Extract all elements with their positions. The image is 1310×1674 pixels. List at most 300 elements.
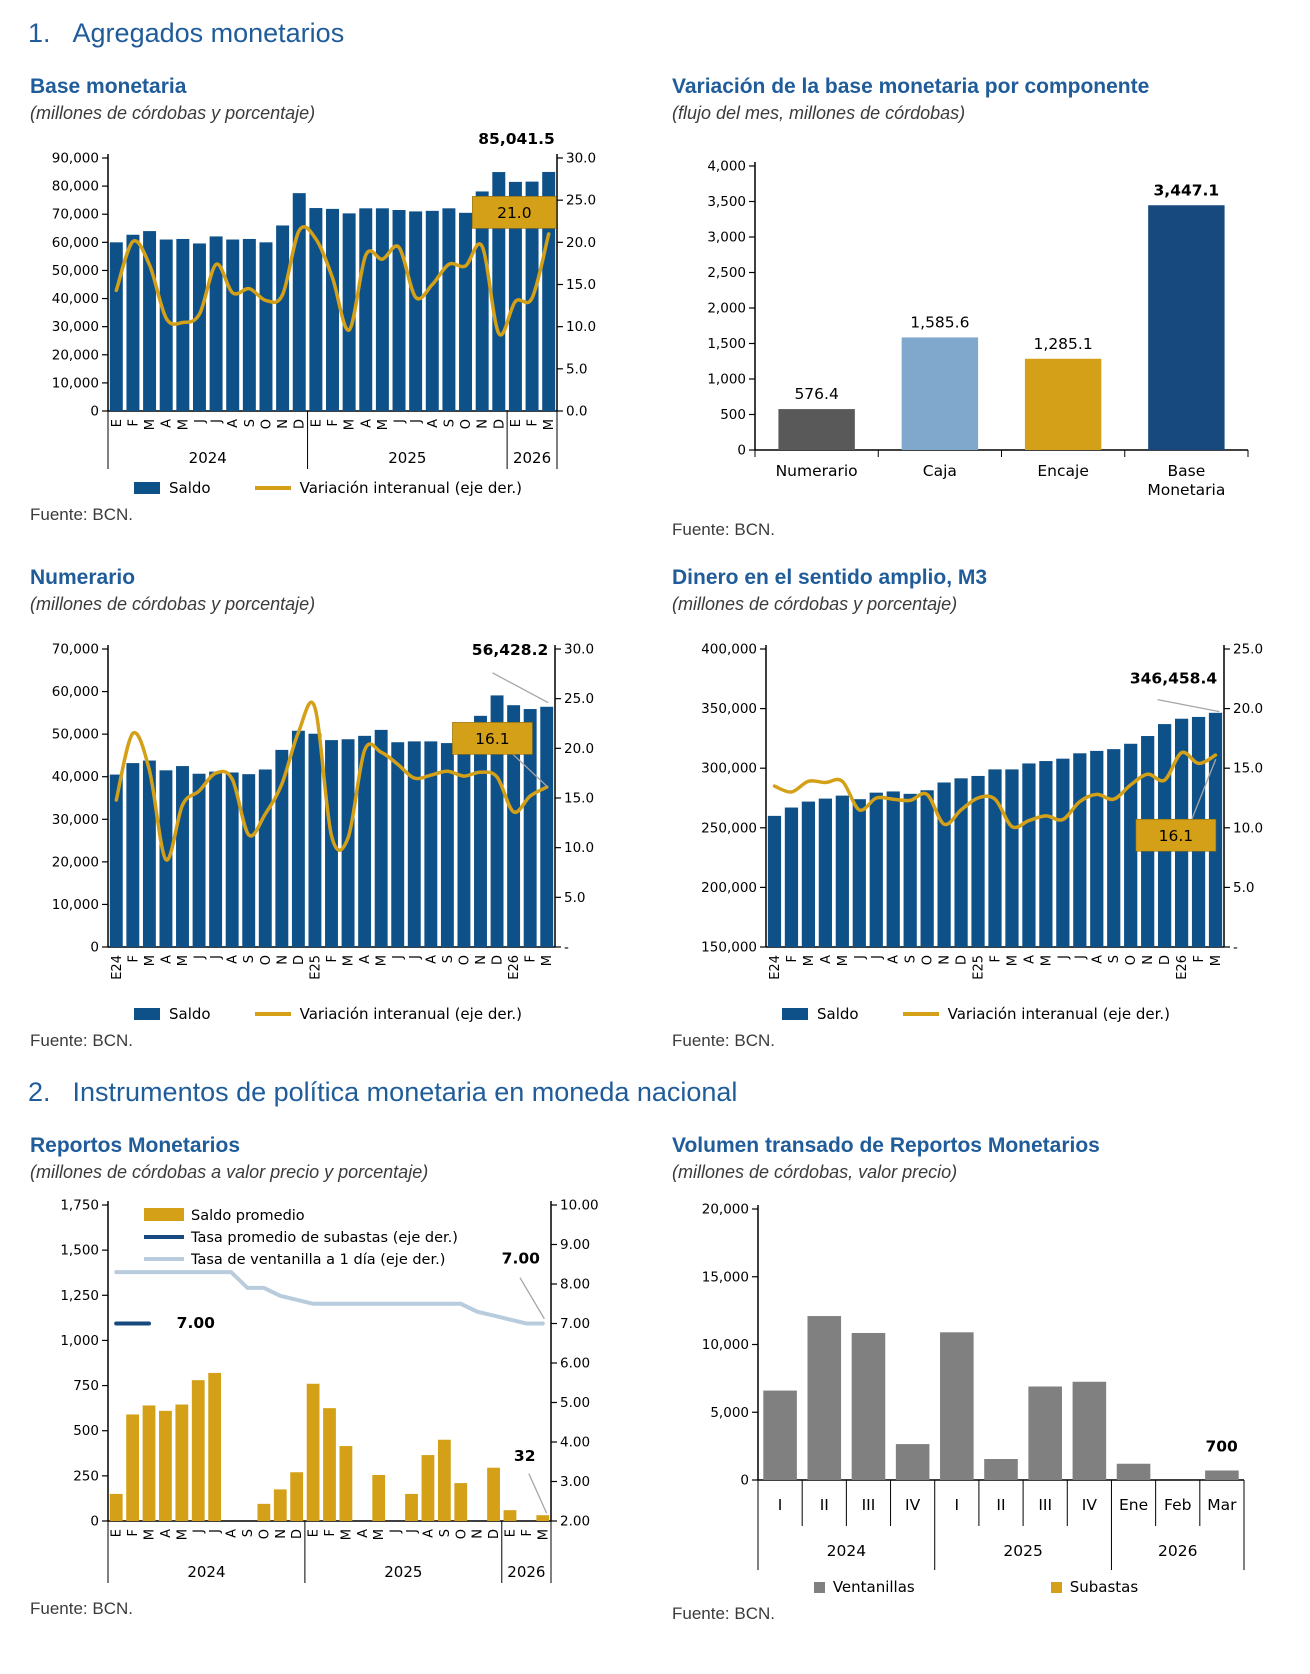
x-tick-label: E25 [971, 955, 987, 980]
right-tick-label: 8.00 [560, 1276, 591, 1293]
x-tick-label: A [1090, 955, 1106, 964]
bar [325, 740, 338, 947]
row-3 [28, 1134, 1282, 1624]
chart-title: Numerario [30, 566, 136, 589]
x-tick-label: A [224, 1529, 240, 1538]
bar [459, 213, 472, 411]
left-tick-label: 1,000 [707, 371, 746, 388]
bar [937, 783, 950, 947]
bar [193, 243, 206, 411]
bar [1090, 751, 1103, 947]
subastas-swatch [1051, 1582, 1062, 1593]
right-tick-label: 10.0 [564, 840, 595, 857]
x-tick-label: E24 [109, 955, 125, 980]
left-tick-label: 30,000 [51, 319, 99, 336]
x-tick-label: A [355, 1529, 371, 1538]
left-tick-label: 15,000 [701, 1269, 749, 1286]
year-label: 2024 [826, 1542, 867, 1560]
bar [852, 1333, 886, 1480]
callout-value: 16.1 [475, 729, 510, 748]
left-tick-label: 300,000 [701, 760, 757, 777]
x-tick-label: F [126, 419, 142, 427]
x-tick-label: M [374, 955, 390, 967]
bar-value-label: 3,447.1 [1153, 181, 1220, 200]
bar [536, 1515, 549, 1521]
right-tick-label: 4.00 [560, 1434, 591, 1451]
left-tick-label: 40,000 [51, 769, 99, 786]
left-tick-label: 0 [90, 403, 99, 420]
x-tick-label: I [954, 1496, 960, 1514]
bar [375, 730, 388, 947]
annotation-leader [1158, 700, 1220, 712]
inplot-legend-label: Tasa de ventanilla a 1 día (eje der.) [191, 1252, 446, 1268]
bar [819, 799, 832, 947]
bar [896, 1444, 930, 1480]
bar [1039, 761, 1052, 947]
fuente: Fuente: BCN. [30, 505, 133, 524]
fuente: Fuente: BCN. [672, 520, 775, 539]
annotation-leader [520, 1278, 544, 1319]
inplot-legend-label: Saldo promedio [191, 1208, 305, 1224]
x-tick-label: I [777, 1496, 783, 1514]
category-label: Encaje [1037, 462, 1089, 480]
x-tick-label: M [176, 955, 191, 967]
bar [454, 1483, 467, 1521]
right-tick-label: - [564, 939, 569, 956]
bar [1028, 1387, 1062, 1480]
bar [1056, 759, 1069, 947]
annotation-value: 56,428.2 [471, 640, 549, 659]
x-tick-label: J [209, 419, 225, 423]
x-tick-label: E [309, 419, 325, 428]
annotation-leader [529, 1474, 547, 1514]
callout-value: 16.1 [1158, 826, 1194, 845]
right-tick-label: 25.0 [566, 192, 597, 209]
chart-volumen-reportos [670, 1134, 1282, 1624]
x-tick-label: D [954, 955, 970, 966]
fuente: Fuente: BCN. [672, 1031, 775, 1050]
right-tick-label: - [1233, 939, 1238, 956]
left-tick-label: 750 [73, 1378, 99, 1395]
x-tick-label: M [1209, 955, 1225, 967]
x-tick-label: E26 [1175, 955, 1191, 980]
bar [308, 734, 321, 947]
x-tick-label: M [536, 1529, 552, 1541]
x-tick-label: D [1158, 955, 1174, 966]
x-tick-label: E [109, 419, 125, 428]
x-tick-label: O [920, 955, 936, 966]
legend-label-variacion: Variación interanual (eje der.) [299, 479, 522, 497]
fuente: Fuente: BCN. [30, 1599, 133, 1618]
left-tick-label: 20,000 [701, 1201, 749, 1218]
right-tick-label: 30.0 [564, 641, 595, 658]
x-tick-label: III [1038, 1496, 1053, 1514]
bar [393, 210, 406, 411]
left-tick-label: 10,000 [51, 375, 99, 392]
reportos-plot [28, 1191, 613, 1591]
section-number: 2. [28, 1077, 51, 1107]
bar [802, 802, 815, 947]
bar [193, 774, 206, 947]
bar [768, 816, 781, 947]
x-tick-label: J [1073, 955, 1089, 959]
bar [159, 1411, 172, 1521]
year-label: 2025 [1003, 1542, 1043, 1560]
row-2 [28, 566, 1282, 1051]
bar [921, 790, 934, 947]
right-tick-label: 15.0 [1233, 760, 1264, 777]
x-tick-label: M [339, 1529, 355, 1541]
bar [408, 741, 421, 947]
bar [391, 742, 404, 947]
variacion-swatch [903, 1012, 939, 1016]
chart-subtitle: (millones de córdobas y porcentaje) [30, 594, 316, 614]
x-tick-label: F [323, 1529, 338, 1537]
x-tick-label: Ene [1118, 1496, 1149, 1514]
bar [1073, 753, 1086, 947]
x-tick-label: S [437, 1529, 453, 1538]
bar [243, 239, 256, 411]
annotation-value: 85,041.5 [478, 132, 555, 149]
inplot-legend-label: Tasa promedio de subastas (eje der.) [191, 1230, 458, 1246]
variacion-componente-plot [670, 132, 1270, 512]
left-tick-label: 50,000 [51, 726, 99, 743]
x-tick-label: S [903, 955, 919, 964]
left-tick-label: 250,000 [701, 820, 757, 837]
chart-subtitle: (millones de córdobas y porcentaje) [30, 103, 316, 123]
x-tick-label: F [325, 955, 340, 963]
year-label: 2026 [507, 1563, 546, 1581]
bar [1148, 205, 1224, 450]
x-tick-label: M [342, 419, 358, 431]
chart-title: Dinero en el sentido amplio, M3 [672, 566, 988, 589]
right-tick-label: 3.00 [560, 1474, 591, 1490]
legend-label-saldo: Saldo [169, 479, 211, 497]
category-label: Numerario [775, 462, 858, 480]
bar-value-label: 576.4 [794, 385, 839, 404]
bar [405, 1494, 418, 1521]
annotation-value: 7.00 [176, 1314, 215, 1333]
x-tick-label: E [503, 1529, 519, 1538]
right-tick-label: 30.0 [566, 150, 597, 167]
bars-Ventanillas [763, 1316, 1238, 1480]
chart-subtitle: (flujo del mes, millones de córdobas) [672, 103, 966, 123]
annotation-value: 7.00 [501, 1249, 540, 1268]
bar [870, 793, 883, 947]
bar [376, 208, 389, 411]
x-tick-label: J [405, 1529, 421, 1533]
year-label: 2024 [188, 449, 227, 467]
chart-reportos [28, 1134, 628, 1619]
left-tick-label: 80,000 [51, 178, 99, 195]
bar [904, 794, 917, 947]
left-tick-label: 250 [73, 1468, 99, 1485]
volumen-reportos-plot [670, 1191, 1270, 1576]
left-tick-label: 90,000 [51, 150, 99, 167]
bar [359, 208, 372, 411]
left-tick-label: 3,000 [707, 229, 746, 246]
bar [1005, 769, 1018, 947]
x-tick-label: S [1107, 955, 1123, 964]
annotation-value: 700 [1205, 1437, 1238, 1456]
x-tick-label: F [519, 1529, 535, 1537]
x-tick-label: M [143, 419, 159, 431]
x-tick-label: O [459, 419, 475, 430]
bars-Saldo promedio [110, 1373, 549, 1521]
x-tick-label: M [542, 419, 558, 431]
bar [110, 1494, 123, 1521]
x-tick-label: A [818, 955, 834, 964]
right-tick-label: 25.0 [1233, 641, 1264, 658]
left-tick-label: 60,000 [51, 234, 99, 251]
x-tick-label: D [492, 419, 508, 430]
legend-label-saldo: Saldo [169, 1005, 211, 1023]
bar [274, 1489, 287, 1521]
legend-label-saldo: Saldo [817, 1005, 859, 1023]
left-tick-label: 0 [90, 939, 99, 956]
left-tick-label: 2,500 [707, 265, 746, 281]
year-label: 2025 [388, 449, 427, 467]
left-tick-label: 60,000 [51, 684, 99, 701]
right-tick-label: 5.00 [560, 1395, 591, 1411]
bar [1025, 359, 1101, 450]
x-tick-label: J [209, 955, 225, 959]
section-title: Instrumentos de política monetaria en moneda nacional [72, 1077, 738, 1107]
bar [984, 1459, 1018, 1480]
section-title: Agregados monetarios [72, 18, 345, 48]
x-tick-label: IV [1081, 1496, 1097, 1514]
x-tick-label: O [454, 1529, 470, 1540]
legend [28, 1005, 628, 1023]
bar [323, 1408, 336, 1521]
left-tick-label: 40,000 [51, 291, 99, 308]
bar [1205, 1471, 1239, 1480]
x-tick-label: J [192, 419, 208, 423]
bar [259, 769, 272, 947]
variacion-swatch [255, 486, 291, 490]
left-tick-label: 5,000 [710, 1404, 749, 1421]
chart-variacion-componente [670, 75, 1282, 540]
x-tick-label: J [208, 1529, 224, 1533]
x-tick-label: D [291, 955, 307, 966]
bar [242, 774, 255, 947]
x-tick-label: A [424, 955, 440, 964]
legend [670, 1578, 1282, 1596]
fuente: Fuente: BCN. [30, 1031, 133, 1050]
x-tick-label: M [142, 955, 158, 967]
bar [409, 211, 422, 411]
right-tick-label: 10.00 [560, 1197, 599, 1214]
bar [307, 1384, 320, 1521]
x-tick-label: IV [905, 1496, 921, 1514]
legend-label-variacion: Variación interanual (eje der.) [947, 1005, 1170, 1023]
bar-value-label: 1,285.1 [1033, 334, 1093, 353]
bar [176, 766, 189, 947]
bar [175, 1405, 188, 1521]
x-tick-label: E [508, 419, 524, 428]
left-tick-label: 3,500 [707, 194, 746, 210]
x-tick-label: Mar [1207, 1496, 1237, 1514]
bar [160, 240, 173, 411]
x-tick-label: N [273, 1529, 289, 1539]
right-tick-label: 15.0 [564, 790, 595, 807]
x-tick-label: F [126, 1529, 142, 1537]
x-tick-label: J [192, 955, 208, 959]
year-label: 2026 [1158, 1542, 1198, 1560]
x-tick-label: J [852, 955, 868, 959]
left-tick-label: 1,500 [60, 1242, 99, 1259]
x-tick-label: N [470, 1529, 486, 1539]
x-tick-label: A [1022, 955, 1038, 964]
right-tick-label: 9.00 [560, 1237, 591, 1253]
legend-label-ventanillas: Ventanillas [832, 1578, 915, 1596]
saldo-swatch [782, 1008, 808, 1020]
saldo-swatch [134, 482, 160, 494]
bar [887, 791, 900, 947]
right-tick-label: 6.00 [560, 1355, 591, 1372]
x-tick-label: F [525, 419, 541, 427]
legend [670, 1005, 1282, 1023]
x-tick-label: M [341, 955, 357, 967]
bar [853, 799, 866, 947]
x-tick-label: E26 [507, 955, 523, 980]
chart-title: Base monetaria [30, 75, 187, 98]
bar [326, 209, 339, 411]
bar [143, 1405, 156, 1521]
right-tick-label: 0.0 [566, 403, 588, 420]
x-tick-label: E [109, 1529, 125, 1538]
bar [259, 242, 272, 411]
year-label: 2024 [187, 1563, 226, 1581]
right-tick-label: 2.00 [560, 1513, 591, 1530]
x-tick-label: J [407, 955, 423, 959]
x-tick-label: J [409, 419, 425, 423]
right-tick-label: 5.0 [566, 361, 588, 378]
bar [504, 1510, 517, 1521]
m3-plot [670, 623, 1282, 1003]
left-tick-label: 10,000 [51, 896, 99, 913]
x-tick-label: M [1039, 955, 1055, 967]
bar [442, 208, 455, 411]
chart-title: Volumen transado de Reportos Monetarios [672, 1134, 1100, 1157]
category-label: Base [1167, 462, 1206, 480]
left-tick-label: 30,000 [51, 811, 99, 828]
year-label: 2026 [512, 449, 552, 467]
x-tick-label: J [392, 419, 408, 423]
left-tick-label: 70,000 [51, 641, 99, 658]
left-tick-label: 1,750 [60, 1197, 99, 1214]
x-tick-label: A [421, 1529, 437, 1538]
right-tick-label: 25.0 [564, 691, 595, 708]
left-tick-label: 0 [90, 1513, 99, 1530]
year-label: 2025 [384, 1563, 423, 1581]
bar [807, 1316, 841, 1480]
right-tick-label: 15.0 [566, 277, 597, 293]
x-tick-label: A [358, 955, 374, 964]
left-tick-label: 500 [720, 407, 746, 423]
x-tick-label: O [1124, 955, 1140, 966]
base-monetaria-plot [28, 132, 613, 477]
x-tick-label: F [326, 419, 341, 427]
x-tick-label: A [886, 955, 902, 964]
saldo-swatch [134, 1008, 160, 1020]
fuente: Fuente: BCN. [672, 1604, 775, 1623]
left-tick-label: 1,250 [60, 1287, 99, 1304]
left-tick-label: 4,000 [707, 158, 746, 175]
bar [778, 409, 854, 450]
chart-subtitle: (millones de córdobas a valor precio y porcentaje) [30, 1162, 429, 1182]
callout-value: 21.0 [497, 203, 532, 222]
bar-value-label: 1,585.6 [910, 313, 970, 332]
x-tick-label: A [158, 1529, 174, 1538]
bar [257, 1504, 270, 1521]
ventanillas-swatch [814, 1582, 825, 1593]
right-tick-label: 5.0 [564, 889, 586, 906]
right-tick-label: 20.0 [1233, 701, 1264, 718]
x-tick-label: F [784, 955, 800, 963]
x-tick-label: M [175, 1529, 191, 1541]
section-number: 1. [28, 18, 51, 48]
section-2-heading [28, 1077, 1282, 1108]
x-tick-label: M [375, 419, 391, 431]
bar [126, 235, 139, 411]
x-tick-label: N [937, 955, 953, 965]
left-tick-label: 350,000 [701, 701, 757, 718]
x-tick-label: S [240, 1529, 256, 1538]
x-tick-label: A [359, 419, 375, 428]
x-tick-label: D [487, 1529, 503, 1540]
bar [192, 1380, 205, 1521]
chart-subtitle: (millones de córdobas, valor precio) [672, 1162, 958, 1182]
left-tick-label: 500 [73, 1423, 99, 1440]
x-tick-label: O [457, 955, 473, 966]
left-tick-label: 10,000 [701, 1337, 749, 1353]
bar [540, 707, 553, 947]
left-tick-label: 1,000 [60, 1332, 99, 1349]
x-tick-label: M [801, 955, 817, 967]
right-tick-label: 10.0 [566, 319, 597, 336]
bar [836, 796, 849, 947]
bar [292, 731, 305, 947]
x-tick-label: D [292, 419, 308, 430]
left-tick-label: 2,000 [707, 300, 746, 317]
left-tick-label: 400,000 [701, 641, 757, 658]
bar [1107, 749, 1120, 947]
bar [372, 1475, 385, 1521]
x-tick-label: A [226, 419, 242, 428]
x-tick-label: N [276, 419, 292, 429]
bar [422, 1455, 435, 1521]
x-tick-label: O [258, 955, 274, 966]
bar [208, 1373, 221, 1521]
x-tick-label: O [257, 1529, 273, 1540]
chart-subtitle: (millones de córdobas y porcentaje) [672, 594, 958, 614]
bar [902, 337, 978, 450]
left-tick-label: 0 [737, 442, 746, 459]
x-tick-label: M [372, 1529, 388, 1541]
x-tick-label: A [425, 419, 441, 428]
bar [1117, 1464, 1151, 1480]
x-tick-label: F [1192, 955, 1208, 963]
x-tick-label: A [159, 419, 175, 428]
right-tick-label: 20.0 [564, 740, 595, 757]
x-tick-label: M [176, 419, 192, 431]
bar [126, 763, 139, 947]
x-tick-label: F [126, 955, 142, 963]
bar [763, 1391, 797, 1480]
x-tick-label: E25 [308, 955, 324, 980]
bar [209, 772, 222, 947]
